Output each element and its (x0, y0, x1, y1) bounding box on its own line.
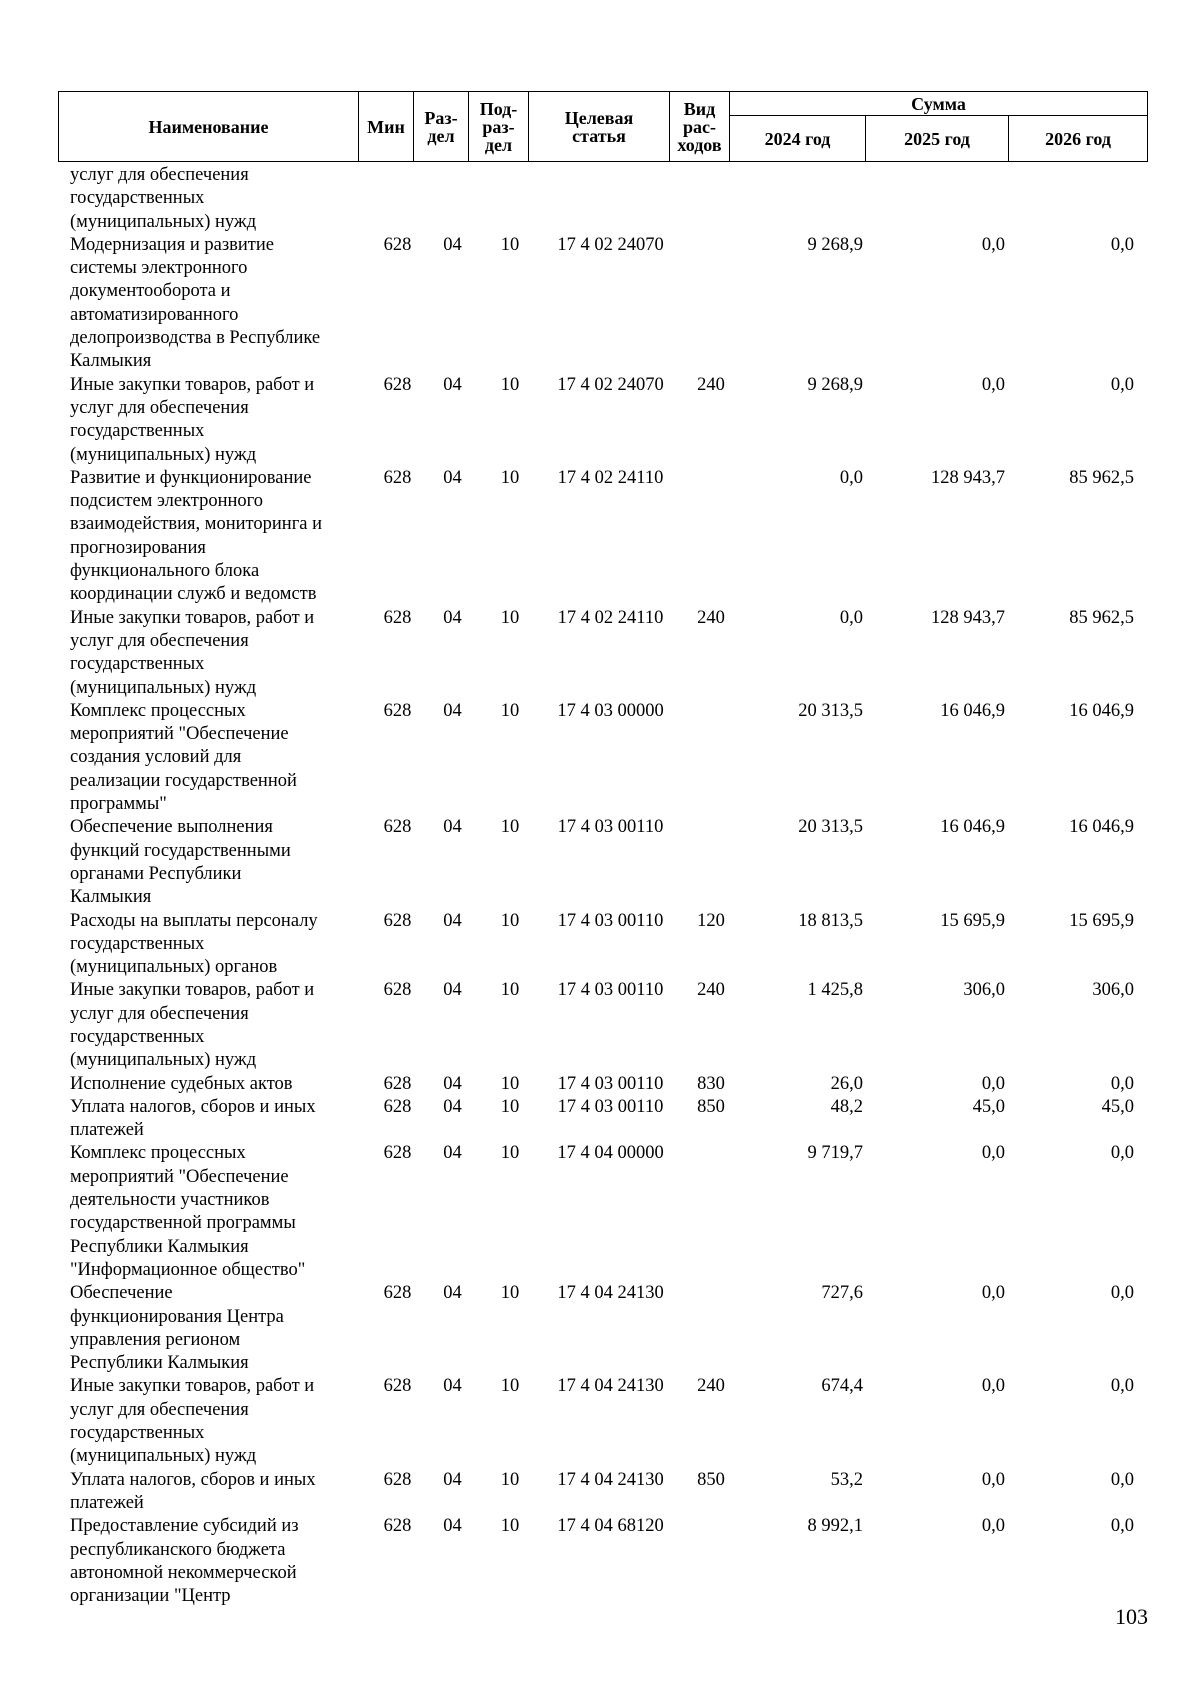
cell-name (58, 910, 370, 980)
cell-sum-2026: 306,0 (1092, 980, 1134, 1001)
cell-name-line: Республики Калмыкия (70, 1236, 249, 1257)
cell-name-line: государственных (70, 1026, 205, 1047)
cell-name-line: координации служб и ведомств (70, 584, 317, 605)
cell-expense-type: 240 (697, 374, 725, 395)
cell-name-line: Иные закупки товаров, работ и (70, 1376, 315, 1397)
table-row (58, 700, 1147, 816)
cell-sum-2026: 0,0 (1110, 1516, 1134, 1537)
cell-subsection: 10 (500, 817, 520, 838)
header-vid-line: ходов (677, 134, 722, 155)
table-row (58, 816, 1147, 909)
cell-name-line: республиканского бюджета (70, 1539, 286, 1560)
cell-target-article: 17 4 04 00000 (557, 1143, 664, 1164)
cell-subsection: 10 (500, 467, 520, 488)
cell-target-article: 17 4 02 24110 (557, 607, 664, 628)
cell-target-article: 17 4 03 00110 (557, 1073, 664, 1094)
cell-sum-2026: 85 962,5 (1069, 467, 1134, 488)
cell-target-article: 17 4 02 24070 (557, 374, 664, 395)
table-row (58, 1282, 1147, 1375)
cell-name-line: (муниципальных) нужд (70, 444, 257, 465)
cell-name-line: делопроизводства в Республике (70, 328, 321, 349)
cell-sum-2025: 128 943,7 (931, 607, 1005, 628)
cell-name (58, 1073, 370, 1096)
cell-name (58, 467, 370, 607)
cell-ministry: 628 (383, 374, 412, 395)
cell-ministry: 628 (383, 1143, 412, 1164)
cell-name-line: услуг для обеспечения (70, 1003, 249, 1024)
cell-name (58, 234, 370, 374)
header-podrazdel-line: дел (484, 134, 513, 155)
cell-sum-2024: 9 268,9 (807, 234, 863, 255)
cell-expense-type: 240 (697, 1376, 725, 1397)
cell-name (58, 1142, 370, 1282)
cell-name-line: Исполнение судебных актов (70, 1073, 293, 1094)
cell-name-line: платежей (70, 1120, 144, 1141)
cell-subsection: 10 (500, 1283, 520, 1304)
cell-ministry: 628 (383, 467, 412, 488)
table-row (58, 234, 1147, 374)
cell-name (58, 700, 370, 816)
table-row (58, 374, 1147, 467)
cell-section: 04 (443, 1376, 462, 1397)
cell-name-line: мероприятий "Обеспечение (70, 724, 289, 745)
page-number: 103 (1115, 1604, 1148, 1629)
header-razdel (414, 92, 469, 162)
cell-name-line: автоматизированного (70, 304, 239, 325)
cell-name (58, 1469, 370, 1516)
header-razdel-line: дел (427, 125, 455, 146)
cell-name-line: (муниципальных) нужд (70, 1446, 257, 1467)
cell-sum-2026: 15 695,9 (1069, 910, 1134, 931)
cell-expense-type (681, 1282, 741, 1375)
cell-sum-2026 (1015, 164, 1144, 234)
table-row (58, 1375, 1147, 1468)
cell-ministry: 628 (383, 910, 412, 931)
cell-ministry: 628 (383, 1096, 412, 1117)
cell-sum-2024: 48,2 (830, 1096, 863, 1117)
cell-sum-2024: 0,0 (839, 467, 863, 488)
cell-sum-2026: 45,0 (1101, 1096, 1134, 1117)
cell-name-line: (муниципальных) нужд (70, 677, 257, 698)
cell-subsection: 10 (500, 1516, 520, 1537)
cell-section: 04 (443, 467, 462, 488)
cell-section: 04 (443, 1469, 462, 1490)
cell-name-line: Предоставление субсидий из (70, 1516, 299, 1537)
cell-name-line: программы" (70, 794, 167, 815)
cell-name-line: услуг для обеспечения (70, 1399, 249, 1420)
cell-name-line: услуг для обеспечения (70, 397, 249, 418)
cell-sum-2025: 45,0 (972, 1096, 1005, 1117)
cell-ministry: 628 (383, 1283, 412, 1304)
header-expense-type (670, 92, 730, 162)
cell-expense-type: 850 (697, 1096, 725, 1117)
cell-ministry: 628 (383, 1469, 412, 1490)
header-vid-line: рас- (683, 116, 716, 137)
cell-sum-2024: 9 268,9 (807, 374, 863, 395)
header-year-2024: 2024 год (730, 116, 866, 162)
cell-name-line: реализации государственной (70, 770, 297, 791)
table-row (58, 1142, 1147, 1282)
cell-name-line: Уплата налогов, сборов и иных (70, 1096, 316, 1117)
header-podrazdel (469, 92, 529, 162)
cell-sum-2025: 0,0 (981, 1073, 1005, 1094)
cell-sum-2025: 0,0 (981, 1469, 1005, 1490)
cell-ministry: 628 (383, 234, 412, 255)
cell-subsection (480, 164, 540, 234)
cell-name (58, 816, 370, 909)
table-body (58, 164, 1147, 1608)
header-podrazdel-line: Под- (479, 98, 518, 119)
cell-sum-2024: 674,4 (821, 1376, 863, 1397)
cell-name-line: Комплекс процессных (70, 700, 246, 721)
cell-name-line: (муниципальных) нужд (70, 211, 257, 232)
cell-expense-type (681, 700, 741, 816)
cell-subsection: 10 (500, 234, 520, 255)
cell-sum-2026: 0,0 (1110, 1283, 1134, 1304)
cell-sum-2025: 0,0 (981, 1143, 1005, 1164)
cell-ministry: 628 (383, 700, 412, 721)
table-row (58, 1515, 1147, 1608)
table-row (58, 164, 1147, 234)
cell-sum-2025: 306,0 (963, 980, 1005, 1001)
cell-name-line: Республики Калмыкия (70, 1353, 249, 1374)
cell-expense-type: 240 (697, 607, 725, 628)
cell-name-line: Калмыкия (70, 887, 152, 908)
cell-name-line: государственных (70, 421, 205, 442)
cell-expense-type (681, 1142, 741, 1282)
cell-section: 04 (443, 1283, 462, 1304)
cell-name-line: создания условий для (70, 747, 242, 768)
cell-target-article: 17 4 04 68120 (557, 1516, 664, 1537)
cell-target-article: 17 4 02 24110 (557, 467, 664, 488)
cell-sum-2026: 0,0 (1110, 374, 1134, 395)
cell-sum-2026: 0,0 (1110, 1073, 1134, 1094)
cell-name-line: документооборота и (70, 281, 231, 302)
cell-sum-2024: 18 813,5 (798, 910, 863, 931)
header-year-2026: 2026 год (1009, 116, 1148, 162)
cell-name-line: функционального блока (70, 561, 260, 582)
cell-name-line: государственной программы (70, 1213, 296, 1234)
cell-name-line: подсистем электронного (70, 491, 264, 512)
cell-section: 04 (443, 607, 462, 628)
cell-target-article: 17 4 04 24130 (557, 1469, 664, 1490)
cell-name-line: государственных (70, 188, 205, 209)
cell-ministry: 628 (383, 607, 412, 628)
cell-sum-2025: 0,0 (981, 1516, 1005, 1537)
header-target-article (529, 92, 670, 162)
cell-sum-2024: 0,0 (839, 607, 863, 628)
cell-name-line: (муниципальных) органов (70, 957, 278, 978)
cell-sum-2024: 20 313,5 (798, 817, 863, 838)
cell-name (58, 1282, 370, 1375)
cell-name (58, 1375, 370, 1468)
cell-name-line: "Информационное общество" (70, 1259, 306, 1280)
cell-subsection: 10 (500, 980, 520, 1001)
cell-subsection: 10 (500, 1073, 520, 1094)
cell-expense-type (681, 816, 741, 909)
cell-target-article: 17 4 03 00110 (557, 817, 664, 838)
cell-expense-type: 830 (697, 1073, 725, 1094)
cell-sum-2025: 15 695,9 (940, 910, 1005, 931)
cell-name (58, 979, 370, 1072)
cell-name-line: деятельности участников (70, 1190, 270, 1211)
cell-sum-2025: 0,0 (981, 1376, 1005, 1397)
cell-ministry (370, 164, 425, 234)
cell-subsection: 10 (500, 1469, 520, 1490)
cell-sum-2024: 8 992,1 (807, 1516, 863, 1537)
table-row (58, 607, 1147, 700)
cell-sum-2026: 0,0 (1110, 1143, 1134, 1164)
cell-sum-2026: 85 962,5 (1069, 607, 1134, 628)
cell-sum-2025: 0,0 (981, 234, 1005, 255)
cell-name (58, 1096, 370, 1143)
cell-target-article (540, 164, 681, 234)
cell-name-line: Обеспечение выполнения (70, 817, 273, 838)
cell-name-line: Иные закупки товаров, работ и (70, 374, 315, 395)
cell-name-line: организации "Центр (70, 1586, 231, 1607)
cell-sum-2026: 0,0 (1110, 1376, 1134, 1397)
cell-sum-2026: 0,0 (1110, 1469, 1134, 1490)
cell-subsection: 10 (500, 700, 520, 721)
cell-name-line: государственных (70, 654, 205, 675)
cell-expense-type: 240 (697, 980, 725, 1001)
cell-sum-2026: 0,0 (1110, 234, 1134, 255)
cell-name-line: взаимодействия, мониторинга и (70, 514, 323, 535)
cell-subsection: 10 (500, 910, 520, 931)
cell-expense-type (681, 234, 741, 374)
header-min: Мин (359, 92, 414, 162)
cell-name-line: прогнозирования (70, 537, 206, 558)
cell-target-article: 17 4 03 00110 (557, 980, 664, 1001)
cell-section: 04 (443, 374, 462, 395)
cell-sum-2025: 0,0 (981, 1283, 1005, 1304)
header-razdel-line: Раз- (424, 107, 458, 128)
table-row (58, 467, 1147, 607)
cell-sum-2026: 16 046,9 (1069, 700, 1134, 721)
cell-name (58, 164, 370, 234)
cell-ministry: 628 (383, 1073, 412, 1094)
cell-target-article: 17 4 03 00000 (557, 700, 664, 721)
cell-sum-2024: 727,6 (821, 1283, 863, 1304)
cell-ministry: 628 (383, 1376, 412, 1397)
cell-sum-2025: 128 943,7 (931, 467, 1005, 488)
cell-name-line: управления регионом (70, 1329, 241, 1350)
cell-name-line: Комплекс процессных (70, 1143, 246, 1164)
cell-name-line: Иные закупки товаров, работ и (70, 607, 315, 628)
cell-name (58, 607, 370, 700)
header-cs-line: Целевая (564, 107, 634, 128)
cell-expense-type (681, 164, 741, 234)
cell-name-line: услуг для обеспечения (70, 165, 249, 185)
cell-target-article: 17 4 03 00110 (557, 1096, 664, 1117)
cell-sum-2024: 9 719,7 (807, 1143, 863, 1164)
cell-name-line: мероприятий "Обеспечение (70, 1166, 289, 1187)
cell-ministry: 628 (383, 980, 412, 1001)
cell-section (425, 164, 480, 234)
header-name: Наименование (59, 92, 359, 162)
cell-sum-2024 (741, 164, 873, 234)
cell-name-line: Развитие и функционирование (70, 467, 312, 488)
cell-name (58, 1515, 370, 1608)
cell-sum-2025: 16 046,9 (940, 700, 1005, 721)
cell-sum-2024: 1 425,8 (807, 980, 863, 1001)
cell-name-line: услуг для обеспечения (70, 630, 249, 651)
cell-name-line: Обеспечение (70, 1283, 173, 1304)
cell-subsection: 10 (500, 374, 520, 395)
cell-name-line: государственных (70, 1423, 205, 1444)
cell-name-line: системы электронного (70, 258, 248, 279)
cell-name-line: Расходы на выплаты персоналу (70, 910, 318, 931)
header-vid-line: Вид (683, 98, 716, 119)
cell-ministry: 628 (383, 817, 412, 838)
cell-ministry: 628 (383, 1516, 412, 1537)
cell-expense-type (681, 1515, 741, 1608)
cell-sum-2024: 53,2 (830, 1469, 863, 1490)
header-podrazdel-line: раз- (482, 116, 515, 137)
cell-section: 04 (443, 700, 462, 721)
cell-expense-type: 850 (697, 1469, 725, 1490)
cell-section: 04 (443, 1516, 462, 1537)
cell-name-line: органами Республики (70, 863, 242, 884)
cell-expense-type (681, 467, 741, 607)
header-cs-line: статья (572, 125, 626, 146)
cell-sum-2025: 16 046,9 (940, 817, 1005, 838)
cell-name-line: функций государственными (70, 840, 291, 861)
cell-section: 04 (443, 234, 462, 255)
cell-section: 04 (443, 1096, 462, 1117)
cell-sum-2025 (873, 164, 1015, 234)
cell-name-line: Калмыкия (70, 351, 152, 372)
table-header (58, 91, 1148, 162)
cell-subsection: 10 (500, 607, 520, 628)
cell-section: 04 (443, 1143, 462, 1164)
cell-section: 04 (443, 1073, 462, 1094)
table-row (58, 1469, 1147, 1516)
cell-section: 04 (443, 910, 462, 931)
cell-sum-2025: 0,0 (981, 374, 1005, 395)
table-row (58, 910, 1147, 980)
cell-target-article: 17 4 03 00110 (557, 910, 664, 931)
cell-target-article: 17 4 04 24130 (557, 1376, 664, 1397)
cell-name-line: государственных (70, 933, 205, 954)
cell-target-article: 17 4 04 24130 (557, 1283, 664, 1304)
cell-subsection: 10 (500, 1376, 520, 1397)
cell-target-article: 17 4 02 24070 (557, 234, 664, 255)
table-row (58, 979, 1147, 1072)
cell-name (58, 374, 370, 467)
cell-name-line: функционирования Центра (70, 1306, 284, 1327)
cell-sum-2024: 26,0 (830, 1073, 863, 1094)
cell-section: 04 (443, 817, 462, 838)
cell-subsection: 10 (500, 1096, 520, 1117)
cell-name-line: Модернизация и развитие (70, 234, 274, 255)
header-sum: Сумма (730, 92, 1148, 116)
cell-sum-2024: 20 313,5 (798, 700, 863, 721)
table-row (58, 1096, 1147, 1143)
table-row (58, 1073, 1147, 1096)
header-year-2025: 2025 год (866, 116, 1009, 162)
cell-name-line: автономной некоммерческой (70, 1562, 297, 1583)
cell-name-line: Иные закупки товаров, работ и (70, 980, 315, 1001)
cell-name-line: (муниципальных) нужд (70, 1050, 257, 1071)
cell-name-line: платежей (70, 1492, 144, 1513)
cell-section: 04 (443, 980, 462, 1001)
cell-subsection: 10 (500, 1143, 520, 1164)
cell-sum-2026: 16 046,9 (1069, 817, 1134, 838)
cell-name-line: Уплата налогов, сборов и иных (70, 1469, 316, 1490)
cell-expense-type: 120 (697, 910, 725, 931)
